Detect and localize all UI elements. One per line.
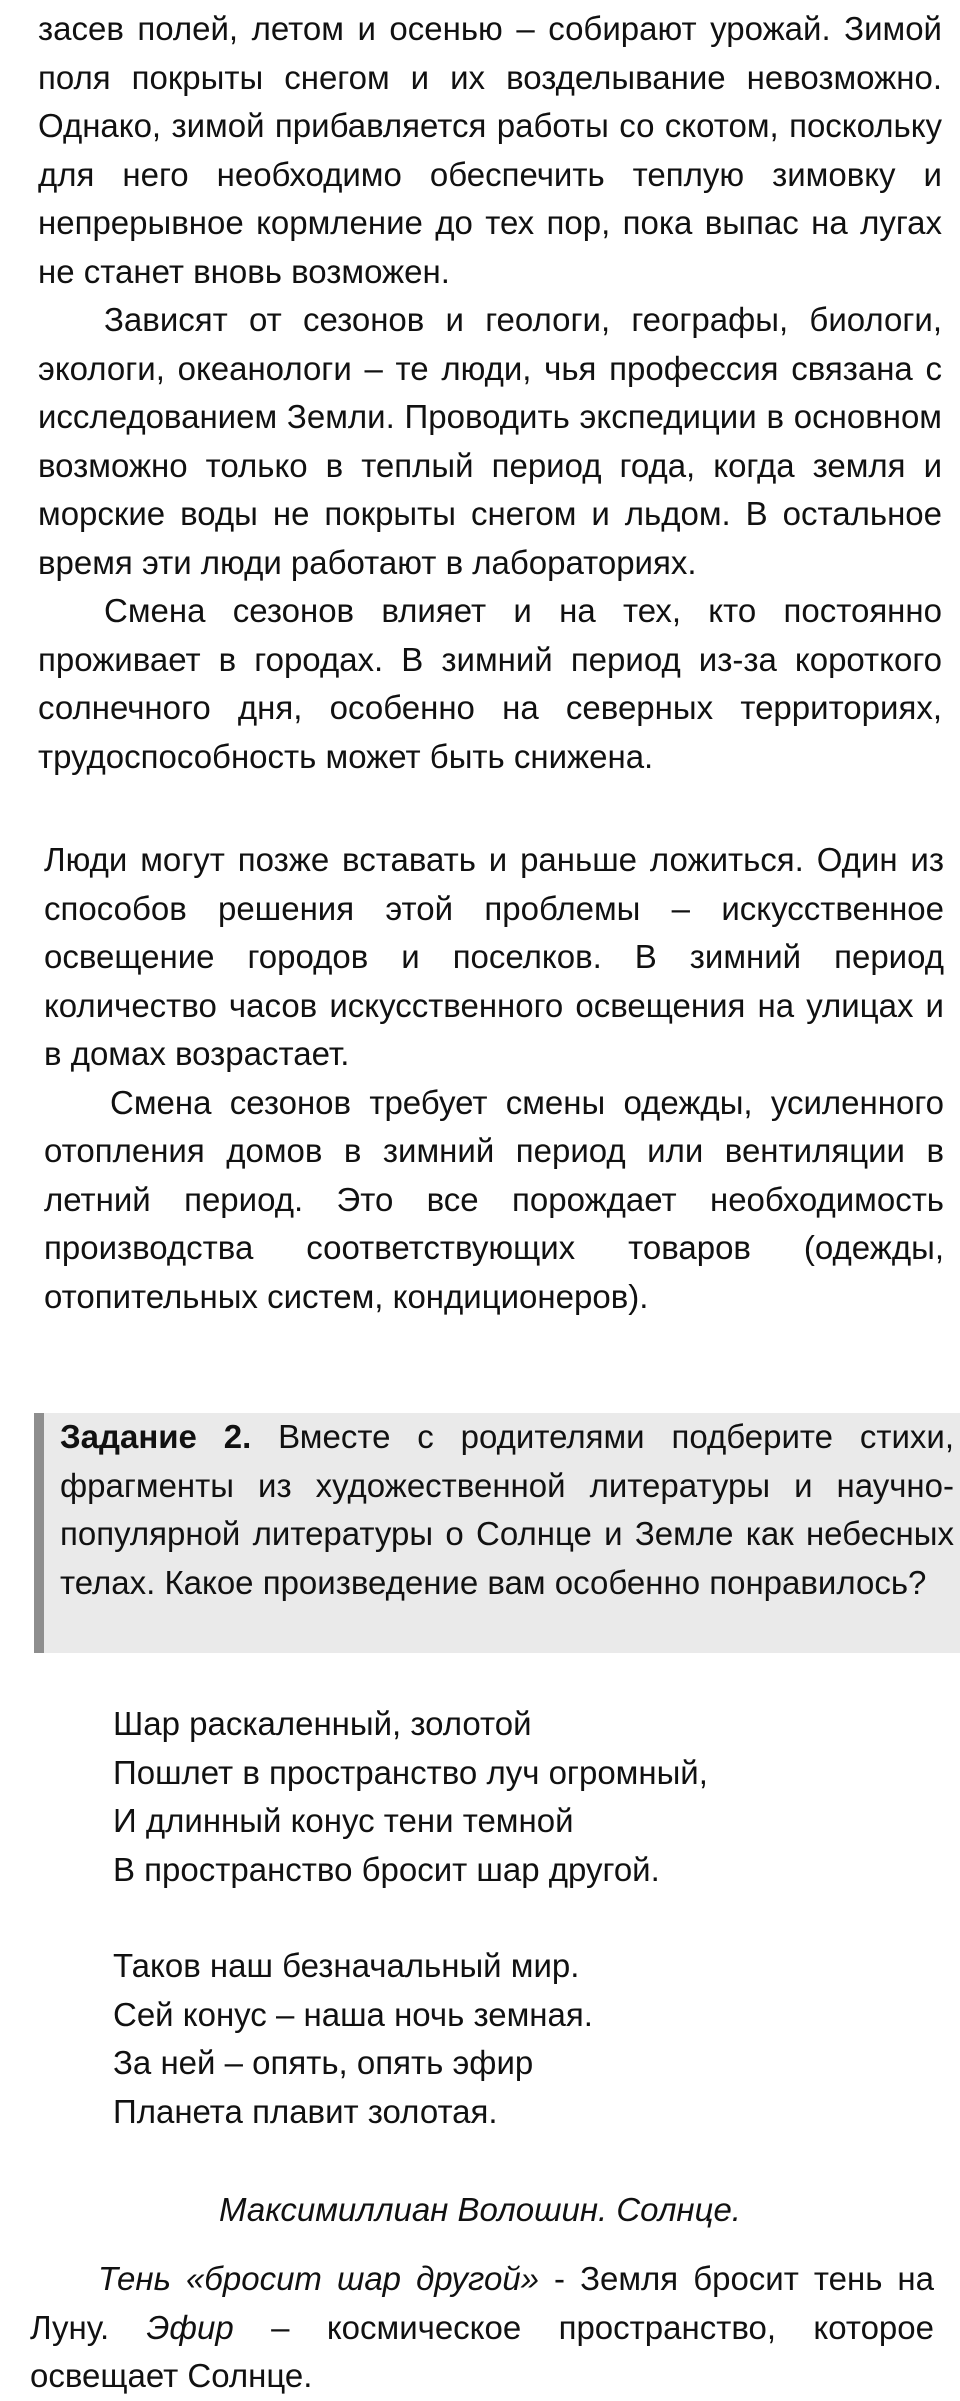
text-section-bottom [44, 836, 944, 1321]
paragraph-agriculture: засев полей, летом и осенью – собирают урожай. Зимой поля покрыты снегом и их возделывание невозможно. Однако, зимой прибавляется работы со скотом, поскольку для него необходимо обеспечить теплую зимовку и непрерывное кормление до тех пор, пока выпас на лугах не станет вновь возможен. [38, 10, 942, 290]
paragraph-cities: Смена сезонов влияет и на тех, кто постоянно проживает в городах. В зимний период из-за короткого солнечного дня, особенно на северных территориях, трудоспособность может быть снижена. [38, 592, 942, 775]
poem-line: Таков наш безначальный мир. [113, 1947, 580, 1984]
poem-line: И длинный конус тени темной [113, 1802, 574, 1839]
poem [113, 1700, 913, 2184]
task-text [60, 1413, 954, 1607]
text-section-top [38, 5, 942, 781]
poem-line: Пошлет в пространство луч огромный, [113, 1753, 708, 1791]
poem-line: Шар раскаленный, золотой [113, 1705, 532, 1742]
poem-stanza-2 [113, 1942, 913, 2136]
task-body: Вместе с родителями подберите стихи, фрагменты из художественной литературы и научно-популярной литературы о Солнце и Земле как небесных телах. Какое произведение вам особенно понравилось? [60, 1418, 954, 1601]
note-term-ether: Эфир [146, 2308, 234, 2346]
task-box [34, 1413, 960, 1653]
paragraph-clothing: Смена сезонов требует смены одежды, усиленного отопления домов в зимний период или вентиляции в летний период. Это все порождает необходимость производства соответствующих товаров (одежды, отопительных систем, кондиционеров). [44, 1083, 944, 1315]
poem-line: За ней – опять, опять эфир [113, 2044, 534, 2081]
paragraph-scientists: Зависят от сезонов и геологи, географы, биологи, экологи, океанологи – те люди, чья профессия связана с исследованием Земли. Проводить экспедиции в основном возможно только в теплый период года, когда земля и морские воды не покрыты снегом и льдом. В остальное время эти люди работают в лабораториях. [38, 301, 942, 581]
note-text-ether: – космическое пространство, которое освещает Солнце. [30, 2308, 934, 2394]
poem-line: В пространство бросит шар другой. [113, 1850, 660, 1888]
poem-line: Сей конус – наша ночь земная. [113, 1995, 593, 2033]
poem-stanza-1 [113, 1700, 913, 1894]
paragraph-lighting: Люди могут позже вставать и раньше ложиться. Один из способов решения этой проблемы – искусственное освещение городов и поселков. В зимний период количество часов искусственного освещения на улицах и в домах возрастает. [44, 841, 944, 1072]
explanation-note [30, 2255, 934, 2401]
note-term-shadow: Тень «бросит шар другой» [98, 2260, 540, 2297]
note-text-shadow: - Земля бросит тень на Луну. [30, 2260, 934, 2346]
poem-attribution: Максимиллиан Волошин. Солнце. [219, 2191, 741, 2228]
task-label: Задание 2. [60, 1418, 252, 1455]
poem-line: Планета плавит золотая. [113, 2092, 498, 2130]
